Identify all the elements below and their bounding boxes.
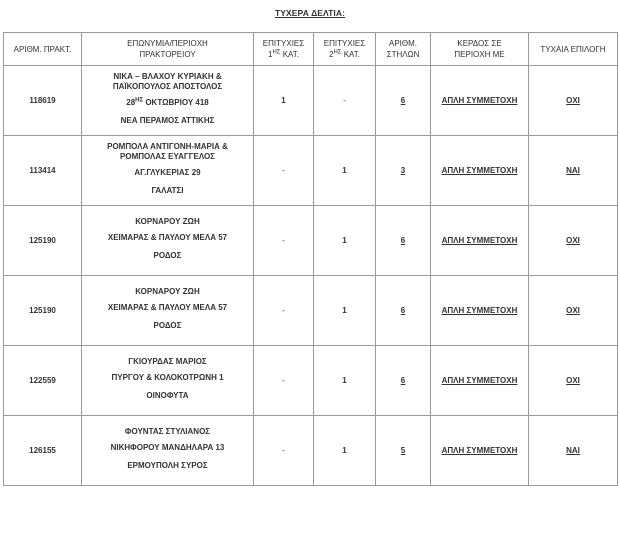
table-row [4,276,618,346]
agency-area: ΟΙΝΟΦΥΤΑ [146,391,189,400]
cell-agency-info [82,136,254,206]
table-row [4,136,618,206]
random-pick-link[interactable]: ΟΧΙ [566,306,580,315]
agency-name-line: ΠΑΪΚΟΠΟΥΛΟΣ ΑΠΟΣΤΟΛΟΣ [112,82,223,91]
agency-name-line: ΓΚΙΟΥΡΔΑΣ ΜΑΡΙΟΣ [128,357,207,366]
header-columns-line1: ΑΡΙΘΜ. [388,39,417,48]
win-area-link[interactable]: ΑΠΛΗ ΣΥΜΜΕΤΟΧΗ [441,306,518,315]
header-win-area [431,33,529,66]
cell-columns [376,416,431,486]
header-columns-line2: ΣΤΗΛΩΝ [386,50,420,59]
header-wins-cat2-tail: ΚΑΤ. [341,50,361,59]
cell-agency-no: 125190 [4,206,82,276]
cell-random-pick [529,66,618,136]
cell-wins-cat1: - [254,276,314,346]
cell-random-pick [529,276,618,346]
header-agency-no: ΑΡΙΘΜ. ΠΡΑΚΤ. [4,33,82,66]
cell-random-pick [529,136,618,206]
agency-address: ΑΓ.ΓΛΥΚΕΡΙΑΣ 29 [134,168,201,177]
agency-name-line: ΦΟΥΝΤΑΣ ΣΤΥΛΙΑΝΟΣ [124,427,211,436]
agency-name-line: ΝΙΚΑ – ΒΛΑΧΟΥ ΚΥΡΙΑΚΗ & [113,72,222,81]
cell-wins-cat2: 1 [314,206,376,276]
table-row [4,346,618,416]
lucky-tickets-table [3,32,618,486]
header-wins-cat2-num: 2 [328,50,334,59]
table-row [4,416,618,486]
table-header [4,33,618,66]
cell-win-area [431,136,529,206]
agency-name-line: ΚΟΡΝΑΡΟΥ ΖΩΗ [135,217,200,226]
cell-wins-cat2: 1 [314,136,376,206]
agency-name-line: ΡΟΜΠΟΛΑ ΑΝΤΙΓΟΝΗ-ΜΑΡΙΑ & [107,142,228,151]
header-wins-cat1-line1: ΕΠΙΤΥΧΙΕΣ [262,39,305,48]
agency-address: ΠΥΡΓΟΥ & ΚΟΛΟΚΟΤΡΩΝΗ 1 [111,373,224,382]
cell-wins-cat1: - [254,206,314,276]
cell-agency-no: 113414 [4,136,82,206]
columns-link[interactable]: 6 [400,306,406,315]
columns-link[interactable]: 5 [400,446,406,455]
cell-columns [376,276,431,346]
cell-win-area [431,66,529,136]
random-pick-link[interactable]: ΟΧΙ [566,236,580,245]
header-win-area-line1: ΚΕΡΔΟΣ ΣΕ [457,39,502,48]
cell-agency-info [82,206,254,276]
agency-area: ΓΑΛΑΤΣΙ [151,186,184,195]
header-wins-cat1-sup: ΗΣ [272,49,281,56]
page-title: ΤΥΧΕΡΑ ΔΕΛΤΙΑ: [274,8,346,18]
header-win-area-line2: ΠΕΡΙΟΧΗ ΜΕ [454,50,505,59]
columns-link[interactable]: 6 [400,376,406,385]
cell-random-pick [529,206,618,276]
header-wins-cat1 [254,33,314,66]
agency-address: ΧΕΙΜΑΡΑΣ & ΠΑΥΛΟΥ ΜΕΛΑ 57 [107,233,228,242]
cell-columns [376,206,431,276]
agency-area: ΕΡΜΟΥΠΟΛΗ ΣΥΡΟΣ [127,461,208,470]
cell-random-pick [529,346,618,416]
cell-agency-no: 122559 [4,346,82,416]
random-pick-link[interactable]: ΝΑΙ [566,446,580,455]
win-area-link[interactable]: ΑΠΛΗ ΣΥΜΜΕΤΟΧΗ [441,446,518,455]
columns-link[interactable]: 6 [400,236,406,245]
cell-agency-info [82,416,254,486]
cell-agency-no: 118619 [4,66,82,136]
cell-wins-cat1: - [254,346,314,416]
random-pick-link[interactable]: ΝΑΙ [566,166,580,175]
table-body [4,66,618,486]
header-wins-cat2 [314,33,376,66]
cell-wins-cat1: - [254,416,314,486]
agency-address-sup: ΗΣ [135,97,144,104]
random-pick-link[interactable]: ΟΧΙ [566,96,580,105]
cell-agency-info [82,66,254,136]
cell-wins-cat2: 1 [314,416,376,486]
agency-address: ΧΕΙΜΑΡΑΣ & ΠΑΥΛΟΥ ΜΕΛΑ 57 [107,303,228,312]
cell-agency-info [82,346,254,416]
win-area-link[interactable]: ΑΠΛΗ ΣΥΜΜΕΤΟΧΗ [441,166,518,175]
cell-columns [376,66,431,136]
cell-random-pick [529,416,618,486]
agency-address-num: 28 [126,98,136,107]
columns-link[interactable]: 6 [400,96,406,105]
header-agency-name-line2: ΠΡΑΚΤΟΡΕΙΟΥ [139,50,196,59]
header-agency-name-line1: ΕΠΩΝΥΜΙΑ/ΠΕΡΙΟΧΗ [127,39,208,48]
header-wins-cat2-sup: ΗΣ [333,49,342,56]
random-pick-link[interactable]: ΟΧΙ [566,376,580,385]
agency-address [84,98,251,108]
header-wins-cat1-tail: ΚΑΤ. [280,50,300,59]
cell-columns [376,136,431,206]
cell-win-area [431,346,529,416]
header-wins-cat2-line1: ΕΠΙΤΥΧΙΕΣ [323,39,366,48]
cell-wins-cat2: - [314,66,376,136]
columns-link[interactable]: 3 [400,166,406,175]
cell-agency-info [82,276,254,346]
header-agency-name [82,33,254,66]
cell-wins-cat2: 1 [314,346,376,416]
table-row [4,206,618,276]
agency-name-line: ΚΟΡΝΑΡΟΥ ΖΩΗ [135,287,200,296]
win-area-link[interactable]: ΑΠΛΗ ΣΥΜΜΕΤΟΧΗ [441,236,518,245]
win-area-link[interactable]: ΑΠΛΗ ΣΥΜΜΕΤΟΧΗ [441,96,518,105]
cell-win-area [431,206,529,276]
win-area-link[interactable]: ΑΠΛΗ ΣΥΜΜΕΤΟΧΗ [441,376,518,385]
header-columns [376,33,431,66]
header-wins-cat1-num: 1 [267,50,273,59]
agency-name-line: ΡΟΜΠΟΛΑΣ ΕΥΑΓΓΕΛΟΣ [120,152,215,161]
agency-area: ΡΟΔΟΣ [153,251,182,260]
cell-agency-no: 126155 [4,416,82,486]
cell-win-area [431,276,529,346]
table-row [4,66,618,136]
header-random-pick: ΤΥΧΑΙΑ ΕΠΙΛΟΓΗ [529,33,618,66]
cell-wins-cat1: 1 [254,66,314,136]
cell-columns [376,346,431,416]
agency-area: ΝΕΑ ΠΕΡΑΜΟΣ ΑΤΤΙΚΗΣ [120,116,215,125]
cell-wins-cat2: 1 [314,276,376,346]
agency-address: ΝΙΚΗΦΟΡΟΥ ΜΑΝΔΗΛΑΡΑ 13 [110,443,225,452]
cell-win-area [431,416,529,486]
agency-address-rest: ΟΚΤΩΒΡΙΟΥ 418 [143,98,209,107]
cell-agency-no: 125190 [4,276,82,346]
cell-wins-cat1: - [254,136,314,206]
agency-area: ΡΟΔΟΣ [153,321,182,330]
